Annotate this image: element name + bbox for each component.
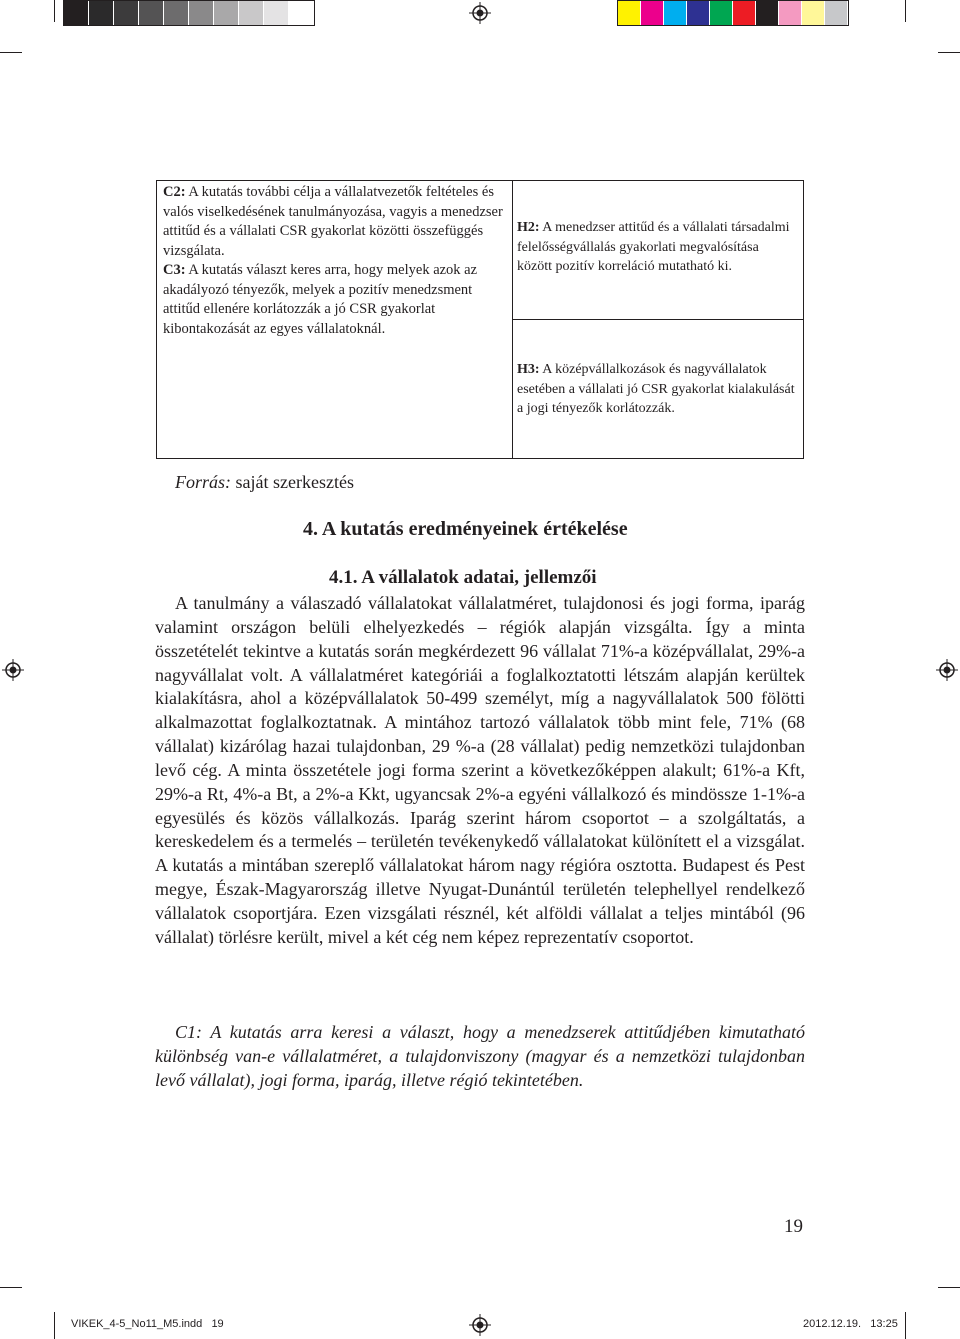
color-swatch: [756, 1, 779, 25]
grayscale-swatch: [114, 1, 139, 25]
color-swatch: [687, 1, 710, 25]
color-calibration-bar: [617, 0, 849, 26]
hypothesis-h2: H2: A menedzser attitűd és a vállalati társadalmi felelősségvállalás gyakorlati megvalósítása között pozitív korreláció mutatható ki.: [517, 220, 790, 274]
hypothesis-h2-cell: [513, 181, 804, 320]
hypothesis-h3: H3: A középvállalkozások és nagyvállalatok esetében a vállalati jó CSR gyakorlat kialakulását a jogi tényezők korlátozzák.: [517, 362, 795, 416]
grayscale-swatch: [189, 1, 214, 25]
goal-c3: C3: A kutatás választ keres arra, hogy melyek azok az akadályozó tényezők, melyek a pozitív menedzsment attitűd ellenére korlátozzák a jó CSR gyakorlat kibontakozását az egyes vállalatoknál.: [163, 262, 478, 337]
crop-mark: [905, 0, 906, 22]
crop-mark: [938, 52, 960, 53]
color-swatch: [825, 1, 848, 25]
goal-c2: C2: A kutatás további célja a vállalatvezetők feltételes és valós viselkedésének tanulmányozása, vagyis a menedzser attitűd és a vállalati CSR gyakorlat közötti összefüggés vizsgálata.: [163, 184, 503, 259]
grayscale-swatch: [139, 1, 164, 25]
table-source: Forrás: saját szerkesztés: [175, 472, 354, 492]
color-swatch: [664, 1, 687, 25]
grayscale-swatch: [289, 1, 314, 25]
hypothesis-c1: C1: A kutatás arra keresi a választ, hogy a menedzserek attitűdjében kimutatható különbség van-e vállalatméret, a tulajdonviszony (magyar és a nemzetközi tulajdonban levő vállalat), jogi forma, iparág, illetve régió tekintetében.: [155, 1022, 805, 1090]
color-swatch: [802, 1, 825, 25]
grayscale-swatch: [239, 1, 264, 25]
registration-mark-icon: [936, 659, 958, 681]
crop-mark: [0, 1287, 22, 1288]
grayscale-swatch: [64, 1, 89, 25]
subsection-heading: 4.1. A vállalatok adatai, jellemzői: [329, 567, 597, 588]
crop-mark: [938, 1287, 960, 1288]
crop-mark: [54, 0, 55, 22]
goals-cell: [157, 181, 513, 459]
registration-mark-icon: [469, 2, 491, 24]
registration-mark-icon: [2, 659, 24, 681]
color-swatch: [618, 1, 641, 25]
color-swatch: [710, 1, 733, 25]
page-number: 19: [784, 1216, 803, 1237]
grayscale-swatch: [264, 1, 289, 25]
grayscale-calibration-bar: [63, 0, 315, 26]
footer-date-info: 2012.12.19. 13:25: [803, 1318, 898, 1330]
grayscale-swatch: [214, 1, 239, 25]
color-swatch: [733, 1, 756, 25]
footer-file-info: VIKEK_4-5_No11_M5.indd 19: [71, 1318, 224, 1330]
grayscale-swatch: [164, 1, 189, 25]
color-swatch: [641, 1, 664, 25]
registration-mark-icon: [469, 1314, 491, 1336]
crop-mark: [54, 1312, 55, 1339]
section-heading: 4. A kutatás eredményeinek értékelése: [303, 518, 628, 540]
research-goals-table: [156, 180, 804, 459]
body-paragraph: A tanulmány a válaszadó vállalatokat vállalatméret, tulajdonosi és jogi forma, iparág valamint országon belüli elhelyezkedés – régiók alapján vizsgálta. Így a minta összetételét tekintve a kutatás során megkérdezett 96 vállalat 71%-a középvállalat, 29%-a nagyvállalat volt. A vállalatméret kategóriái a foglalkoztatotti létszám alapján kerültek kialakításra, ahol a középvállalatok 50-499 személyt, míg a nagyvállalatok 500 fölötti alkalmazottat foglalkoztatnak. A mintához tartozó vállalatok több mint fele, 71% (68 vállalat) kizárólag hazai tulajdonban, 29 %-a (28 vállalat) pedig nemzetközi tulajdonban levő cég. A minta összetétele jogi forma szerint a következőképpen alakult; 61%-a Kft, 29%-a Rt, 4%-a Bt, a 2%-a Kkt, ugyancsak 2%-a egyéni vállalkozó és mindössze 1-1%-a egyesülés és közös vállalkozás. Iparág szerint három csoportot – a szolgáltatás, a kereskedelem és a termelés – területén tevékenykedő vállalatokat különített el a vizsgálat. A kutatás a mintában szereplő vállalatokat három nagy régióra osztotta. Budapest és Pest megye, Észak-Magyarország illetve Nyugat-Dunántúl területén telephellyel rendelkező vállalatok csoportjára. Ezen vizsgálati résznél, két alföldi vállalat a teljes mintából (96 vállalat) törlésre került, mivel a két cég nem képez reprezentatív csoportot.: [155, 593, 805, 947]
hypothesis-h3-cell: [513, 320, 804, 459]
grayscale-swatch: [89, 1, 114, 25]
crop-mark: [905, 1312, 906, 1339]
crop-mark: [0, 52, 22, 53]
color-swatch: [779, 1, 802, 25]
